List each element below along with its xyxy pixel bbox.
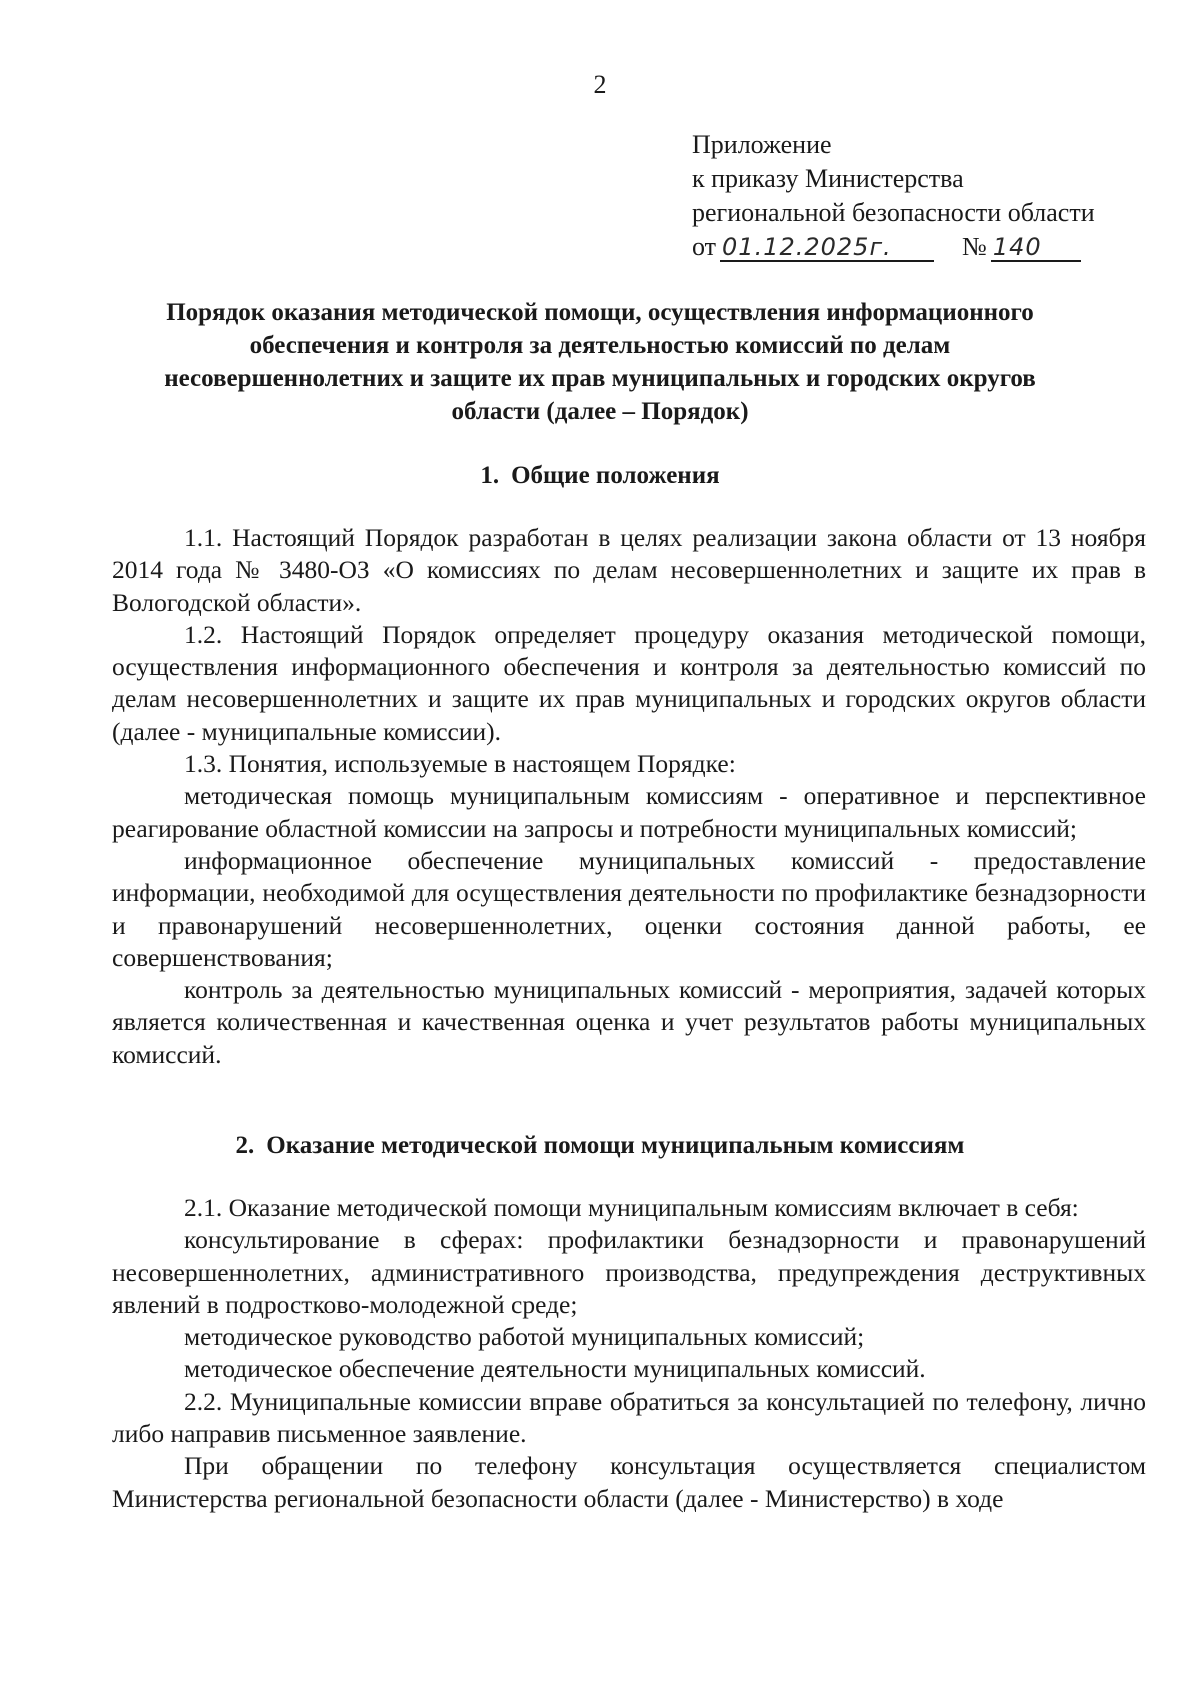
paragraph-1-1: 1.1. Настоящий Порядок разработан в целях реализации закона области от 13 ноября 2014 года № 3480-ОЗ «О комиссиях по делам несовершеннолетних и защите их прав в Вологодской области». (112, 523, 1146, 617)
section-2-body (112, 1192, 1146, 1515)
appendix-date-line (692, 230, 1162, 264)
paragraph-1-3: 1.3. Понятия, используемые в настоящем Порядке: (184, 749, 736, 779)
title-line-2: обеспечения и контроля за деятельностью комиссий по делам (249, 332, 951, 359)
section-2-heading (100, 1130, 1100, 1162)
handwritten-date: 01.12.2025г. (722, 233, 892, 261)
number-label: № (962, 232, 987, 261)
date-field (720, 234, 934, 262)
definition-methodical-help: методическая помощь муниципальным комиссиям - оперативное и перспективное реагирование областной комиссии на запросы и потребности муниципальных комиссий; (112, 781, 1146, 843)
paragraph-1-2: 1.2. Настоящий Порядок определяет процедуру оказания методической помощи, осуществления информационного обеспечения и контроля за деятельностью комиссий по делам несовершеннолетних и защите их прав муниципальных и городских округов области (далее - муниципальные комиссии). (112, 619, 1146, 746)
paragraph-2-1: 2.1. Оказание методической помощи муниципальным комиссиям включает в себя: (184, 1193, 1079, 1222)
paragraph-2-2: 2.2. Муниципальные комиссии вправе обратиться за консультацией по телефону, лично либо направив письменное заявление. (112, 1386, 1146, 1449)
title-line-4: области (далее – Порядок) (451, 398, 749, 425)
definition-control: контроль за деятельностью муниципальных комиссий - мероприятия, задачей которых является количественная и качественная оценка и учет результатов работы муниципальных комиссий. (112, 975, 1146, 1069)
title-line-1: Порядок оказания методической помощи, осуществления информационного (166, 299, 1034, 326)
appendix-header (692, 128, 1162, 264)
paragraph-phone-consultation: При обращении по телефону консультация осуществляется специалистом Министерства региональной безопасности области (далее - Министерство) в ходе (112, 1451, 1146, 1513)
from-label: от (692, 232, 717, 261)
title-line-3: несовершеннолетних и защите их прав муниципальных и городских округов (164, 365, 1036, 392)
section-1-heading (100, 460, 1100, 492)
list-item-guidance: методическое руководство работой муниципальных комиссий; (184, 1322, 865, 1352)
section-2-number: 2. (235, 1132, 255, 1159)
appendix-line-1: Приложение (692, 130, 832, 159)
page-number: 2 (593, 70, 607, 99)
section-1-title: Общие положения (511, 462, 720, 489)
number-field (991, 234, 1081, 262)
definition-info-support: информационное обеспечение муниципальных комиссий - предоставление информации, необходимой для осуществления деятельности по профилактике безнадзорности и правонарушений несовершеннолетних, оценки состояния данной работы, ее совершенствования; (112, 845, 1146, 972)
section-2-title: Оказание методической помощи муниципальным комиссиям (266, 1132, 965, 1159)
appendix-line-3: региональной безопасности области (692, 198, 1095, 227)
list-item-support: методическое обеспечение деятельности муниципальных комиссий. (184, 1354, 926, 1384)
section-1-number: 1. (480, 462, 500, 489)
list-item-consulting: консультирование в сферах: профилактики безнадзорности и правонарушений несовершеннолетних, административного производства, предупреждения деструктивных явлений в подростково-молодежной среде; (112, 1225, 1146, 1319)
handwritten-number: 140 (992, 233, 1042, 261)
appendix-line-2: к приказу Министерства (692, 164, 964, 193)
document-title (100, 296, 1100, 428)
section-1-body (112, 522, 1146, 1071)
